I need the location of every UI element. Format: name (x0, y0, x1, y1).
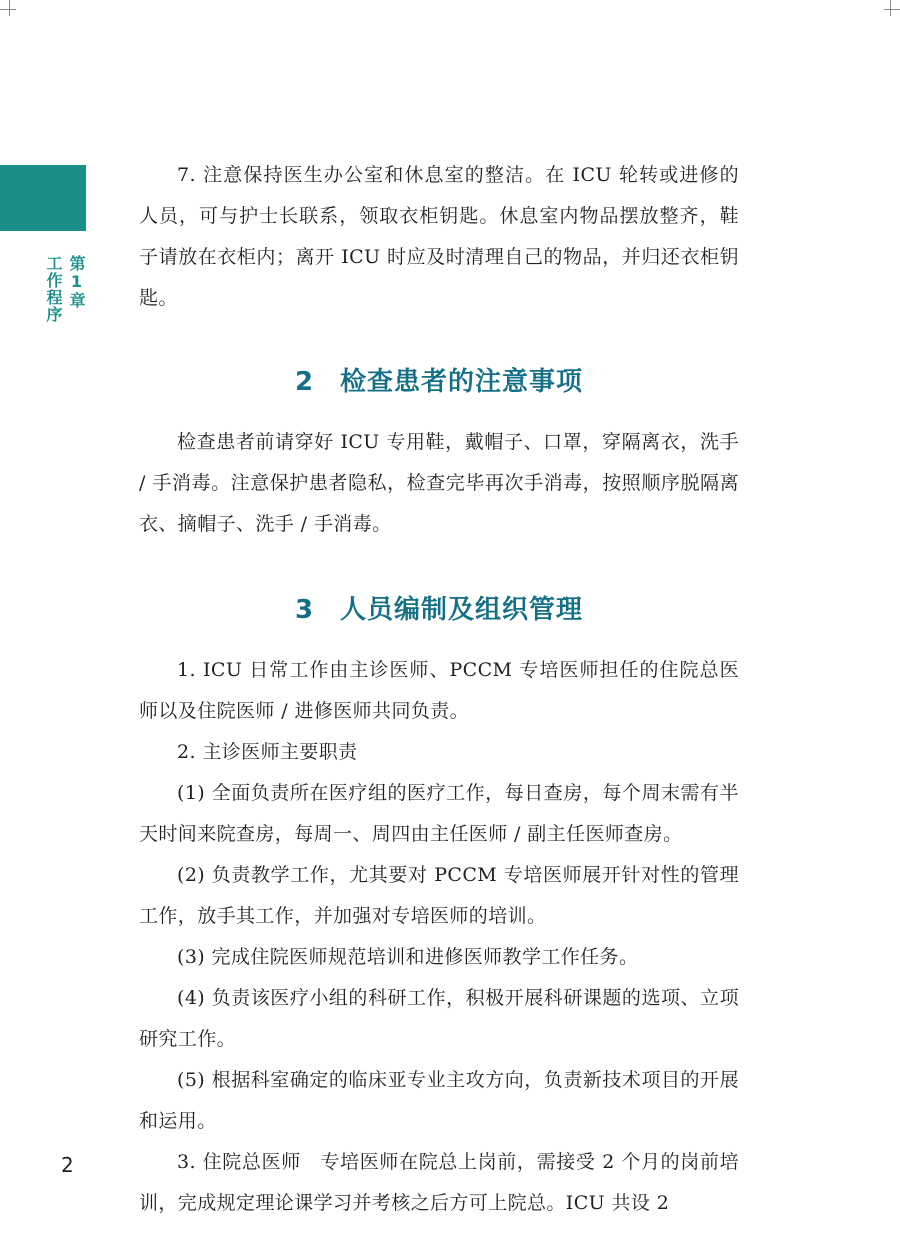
section-3-paragraph-7: (5) 根据科室确定的临床亚专业主攻方向，负责新技术项目的开展和运用。 (139, 1069, 739, 1132)
crop-mark-top-left-vertical (9, 0, 10, 16)
section-2-paragraph: 检查患者前请穿好 ICU 专用鞋，戴帽子、口罩，穿隔离衣，洗手 / 手消毒。注意保护患者隐私，检查完毕再次手消毒，按照顺序脱隔离衣、摘帽子、洗手 / 手消毒。 (139, 431, 739, 535)
page-number: 2 (61, 1153, 74, 1177)
page-content (139, 155, 739, 1224)
chapter-side-label (44, 255, 88, 323)
section-3-paragraph-6: (4) 负责该医疗小组的科研工作，积极开展科研课题的选项、立项研究工作。 (139, 987, 739, 1050)
section-3-paragraph-1: 1. ICU 日常工作由主诊医师、PCCM 专培医师担任的住院总医师以及住院医师 / 进修医师共同负责。 (139, 659, 739, 722)
paragraph-item-7: 7. 注意保持医生办公室和休息室的整洁。在 ICU 轮转或进修的人员，可与护士长联系，领取衣柜钥匙。休息室内物品摆放整齐，鞋子请放在衣柜内；离开 ICU 时应及时清理自己的物品，并归还衣柜钥匙。 (139, 164, 739, 309)
chapter-thumb-tab (0, 165, 86, 231)
section-3-paragraph-8: 3. 住院总医师 专培医师在院总上岗前，需接受 2 个月的岗前培训，完成规定理论课学习并考核之后方可上院总。ICU 共设 2 (139, 1151, 739, 1214)
section-3-paragraph-2: 2. 主诊医师主要职责 (177, 741, 358, 763)
section-3-paragraph-3: (1) 全面负责所在医疗组的医疗工作，每日查房，每个周末需有半天时间来院查房，每周一、周四由主任医师 / 副主任医师查房。 (139, 782, 739, 845)
section-3-heading (139, 589, 739, 626)
crop-mark-top-left-horizontal (0, 9, 16, 10)
crop-mark-top-right-vertical (890, 0, 891, 16)
section-3-paragraph-5: (3) 完成住院医师规范培训和进修医师教学工作任务。 (177, 946, 639, 968)
chapter-title-label: 工作程序 (44, 255, 63, 323)
section-3-paragraph-4: (2) 负责教学工作，尤其要对 PCCM 专培医师展开针对性的管理工作，放手其工作，并加强对专培医师的培训。 (139, 864, 739, 927)
section-2-number: 2 (294, 367, 315, 397)
crop-mark-top-right-horizontal (884, 9, 900, 10)
section-2-heading (139, 361, 739, 398)
section-3-title: 人员编制及组织管理 (340, 595, 584, 625)
section-2-title: 检查患者的注意事项 (340, 367, 584, 397)
section-3-number: 3 (294, 595, 315, 625)
chapter-number-label: 第1章 (67, 255, 86, 309)
